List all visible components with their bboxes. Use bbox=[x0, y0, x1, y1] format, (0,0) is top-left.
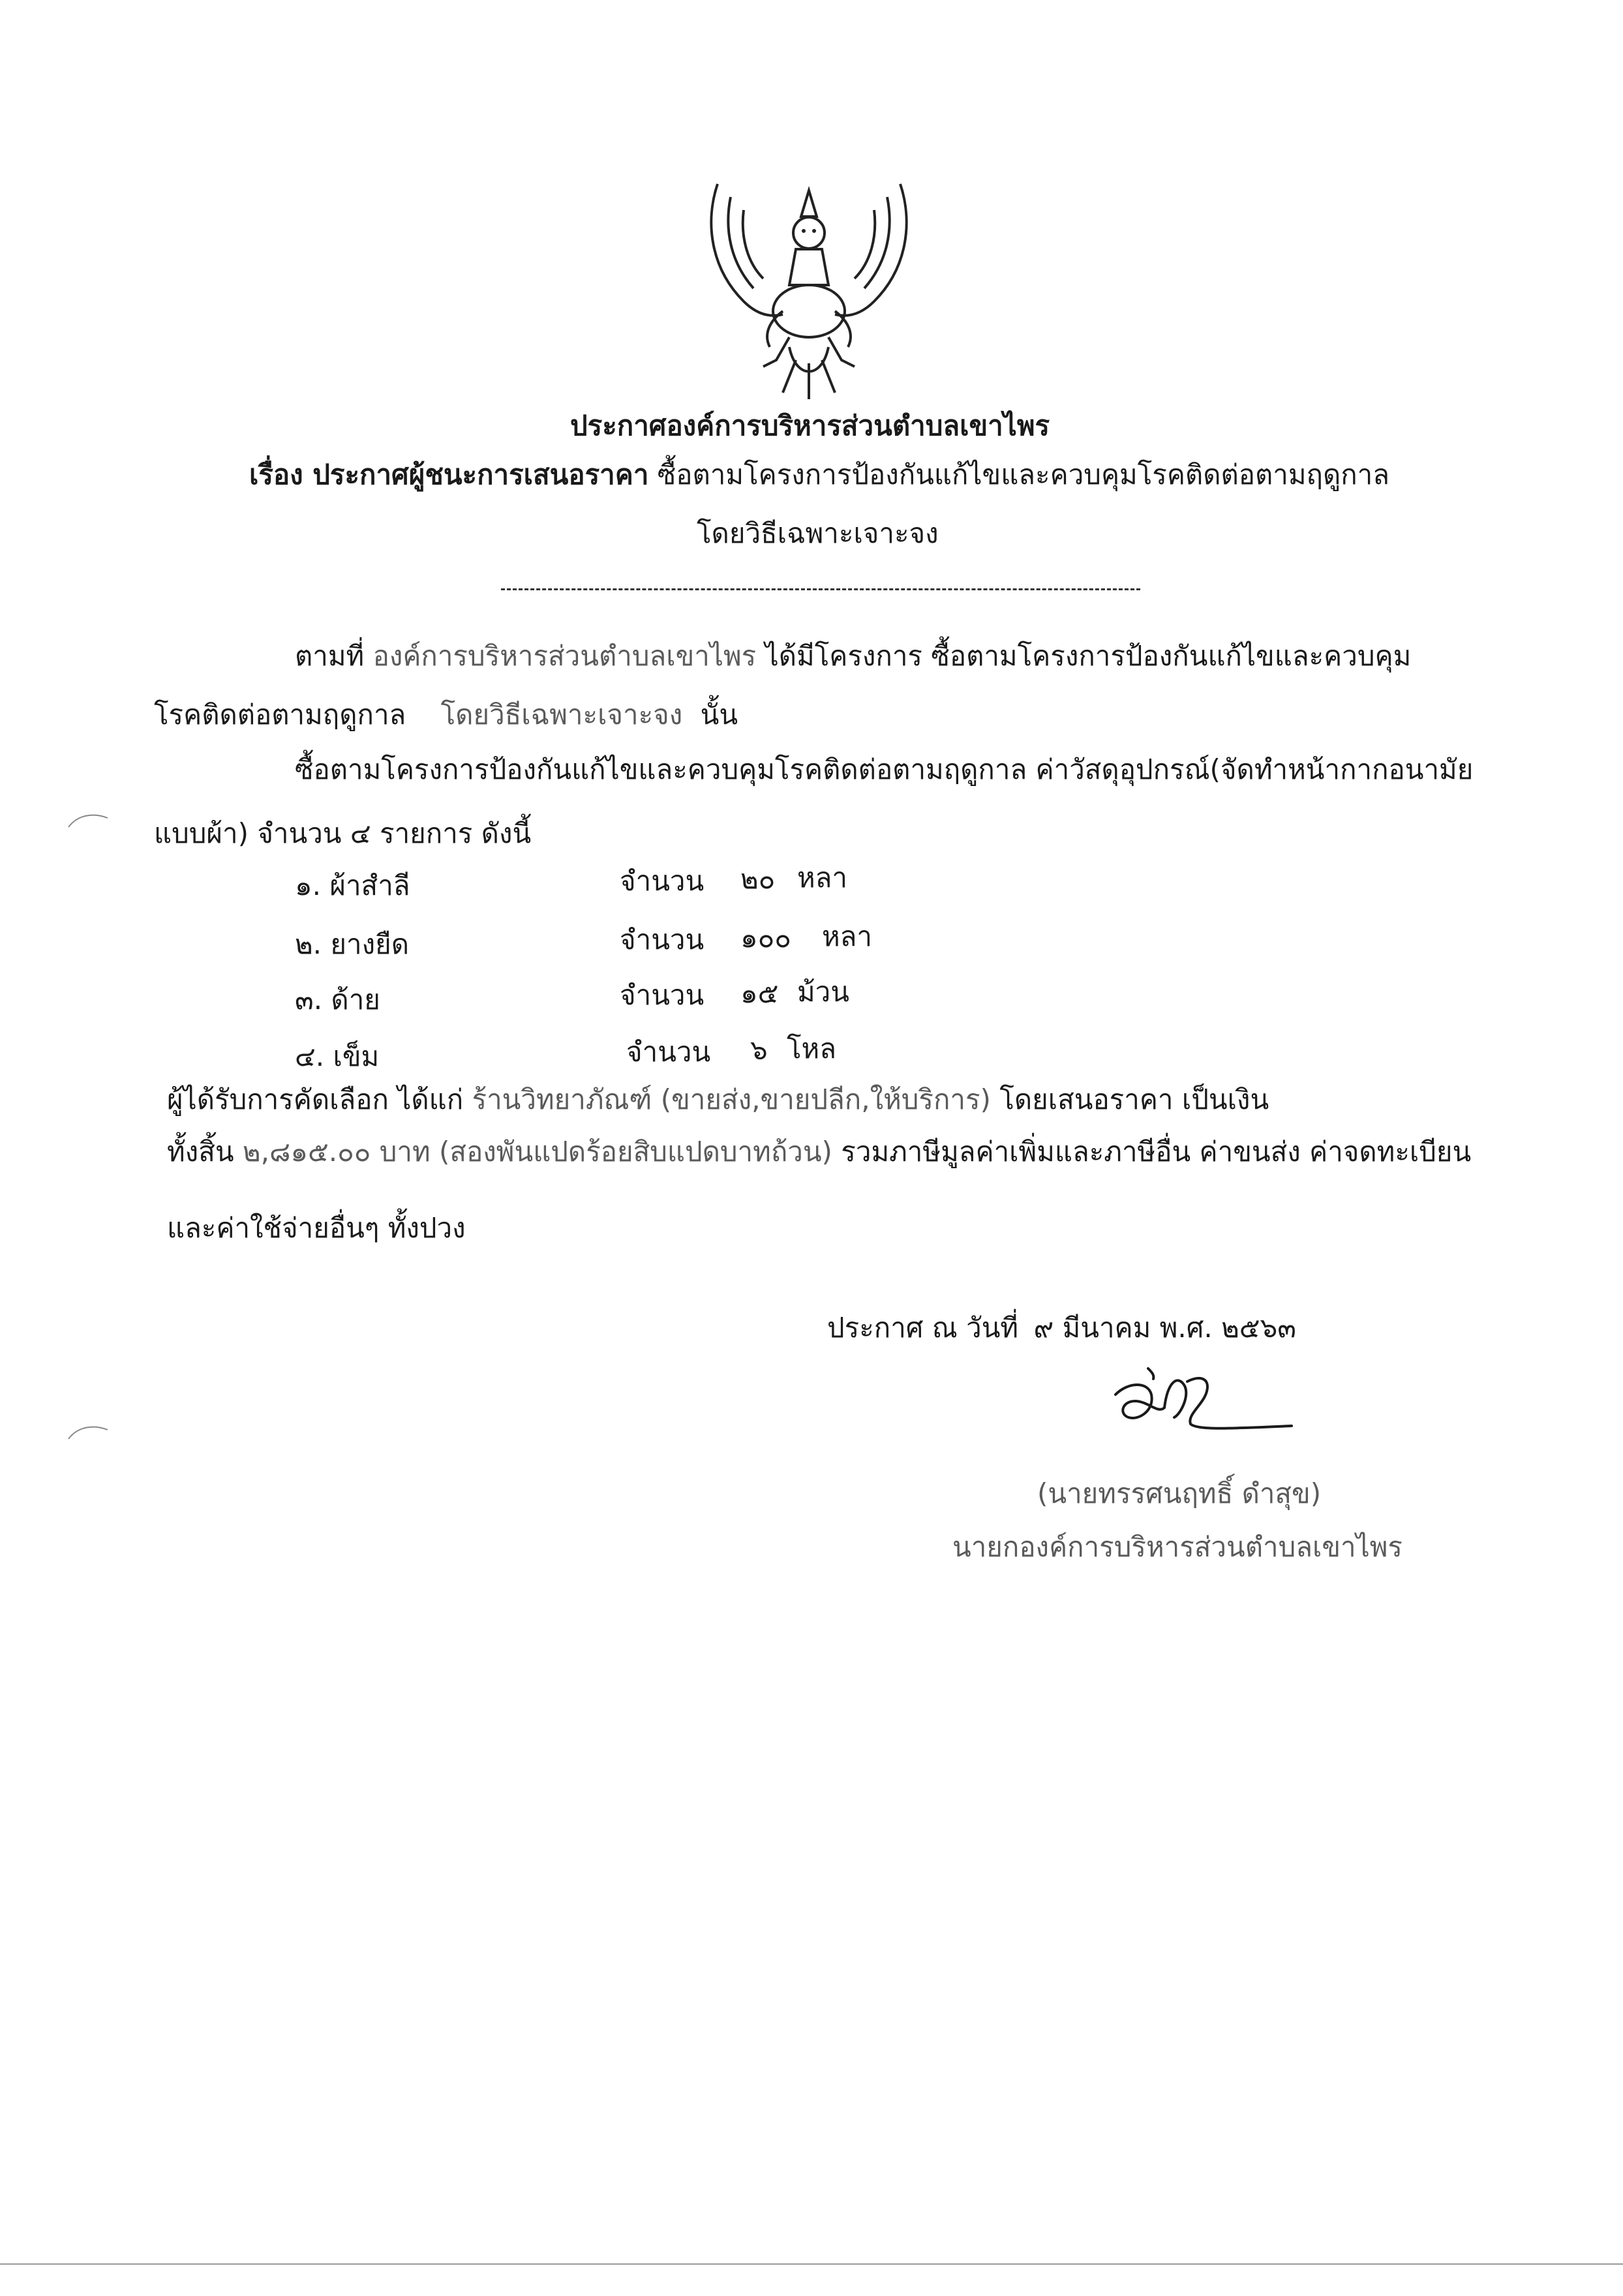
list-item-name: ๔. เข็ม bbox=[295, 1040, 380, 1072]
list-item-qty: ๒๐ bbox=[740, 863, 776, 895]
subject-text: ซื้อตามโครงการป้องกันแก้ไขและควบคุมโรคติดต่อตามฤดูกาล bbox=[657, 459, 1389, 491]
total-amount: ๒,๘๑๕.๐๐ บาท (สองพันแปดร้อยสิบแปดบาทถ้วน) bbox=[242, 1136, 832, 1168]
scan-bottom-edge bbox=[0, 2263, 1623, 2265]
p1-org: องค์การบริหารส่วนตำบลเขาไพร bbox=[372, 640, 757, 672]
announcement-subject bbox=[249, 457, 1389, 493]
handwritten-signature bbox=[1102, 1355, 1298, 1453]
procurement-method: โดยวิธีเฉพาะเจาะจง bbox=[697, 517, 939, 549]
winner-offer: โดยเสนอราคา เป็นเงิน bbox=[999, 1083, 1269, 1115]
total-line-2: และค่าใช้จ่ายอื่นๆ ทั้งปวง bbox=[167, 1212, 466, 1244]
subject-label: เรื่อง ประกาศผู้ชนะการเสนอราคา bbox=[249, 459, 649, 491]
list-item-unit: หลา bbox=[797, 862, 848, 894]
announce-label: ประกาศ ณ วันที่ bbox=[827, 1312, 1019, 1344]
paragraph-2-line-1: ซื้อตามโครงการป้องกันแก้ไขและควบคุมโรคติดต่อตามฤดูกาล ค่าวัสดุอุปกรณ์(จัดทำหน้ากากอนามัย bbox=[295, 753, 1474, 785]
signer-title: นายกองค์การบริหารส่วนตำบลเขาไพร bbox=[952, 1531, 1403, 1563]
list-item-name: ๒. ยางยืด bbox=[295, 928, 409, 960]
list-item-qty-label: จำนวน bbox=[620, 924, 705, 956]
winner-name: ร้านวิทยาภัณฑ์ (ขายส่ง,ขายปลีก,ให้บริการ) bbox=[472, 1083, 991, 1115]
list-item-qty: ๖ bbox=[750, 1034, 768, 1066]
list-item-name: ๑. ผ้าสำลี bbox=[295, 869, 410, 901]
p1-line2-b: โดยวิธีเฉพาะเจาะจง bbox=[440, 699, 683, 731]
list-item-qty: ๑๕ bbox=[740, 977, 779, 1009]
list-item-unit: ม้วน bbox=[797, 976, 849, 1008]
winner-line bbox=[167, 1081, 1269, 1118]
total-label: ทั้งสิ้น bbox=[167, 1136, 234, 1168]
garuda-emblem-icon bbox=[691, 171, 926, 406]
list-item-qty: ๑๐๐ bbox=[740, 922, 791, 954]
list-item-qty-label: จำนวน bbox=[620, 979, 705, 1011]
paragraph-1-line-1 bbox=[295, 638, 1411, 674]
winner-label: ผู้ได้รับการคัดเลือก ได้แก่ bbox=[167, 1083, 464, 1115]
p1-rest: ได้มีโครงการ ซื้อตามโครงการป้องกันแก้ไขและควบคุม bbox=[765, 640, 1412, 672]
list-item-qty-label: จำนวน bbox=[620, 865, 705, 897]
announcement-date-line bbox=[827, 1310, 1296, 1346]
p1-line2-a: โรคติดต่อตามฤดูกาล bbox=[154, 699, 406, 731]
divider bbox=[501, 588, 1140, 590]
list-item-unit: โหล bbox=[787, 1033, 836, 1065]
list-item-qty-label: จำนวน bbox=[626, 1036, 711, 1068]
list-item-name: ๓. ด้าย bbox=[295, 984, 380, 1016]
scan-mark bbox=[65, 809, 111, 832]
list-item-unit: หลา bbox=[822, 920, 873, 952]
scan-mark bbox=[65, 1421, 111, 1444]
signer-name: (นายทรรศนฤทธิ์ ดำสุข) bbox=[1037, 1477, 1322, 1509]
total-tax-note: รวมภาษีมูลค่าเพิ่มและภาษีอื่น ค่าขนส่ง ค่าจดทะเบียน bbox=[841, 1136, 1472, 1168]
paragraph-2-line-2: แบบผ้า) จำนวน ๔ รายการ ดังนี้ bbox=[154, 817, 532, 849]
paragraph-1-line-2 bbox=[154, 697, 738, 733]
announcement-title: ประกาศองค์การบริหารส่วนตำบลเขาไพร bbox=[570, 410, 1050, 442]
total-line bbox=[167, 1134, 1471, 1170]
p1-lead: ตามที่ bbox=[295, 640, 365, 672]
p1-line2-c: นั้น bbox=[700, 699, 738, 731]
announcement-date: ๙ มีนาคม พ.ศ. ๒๕๖๓ bbox=[1033, 1312, 1296, 1344]
